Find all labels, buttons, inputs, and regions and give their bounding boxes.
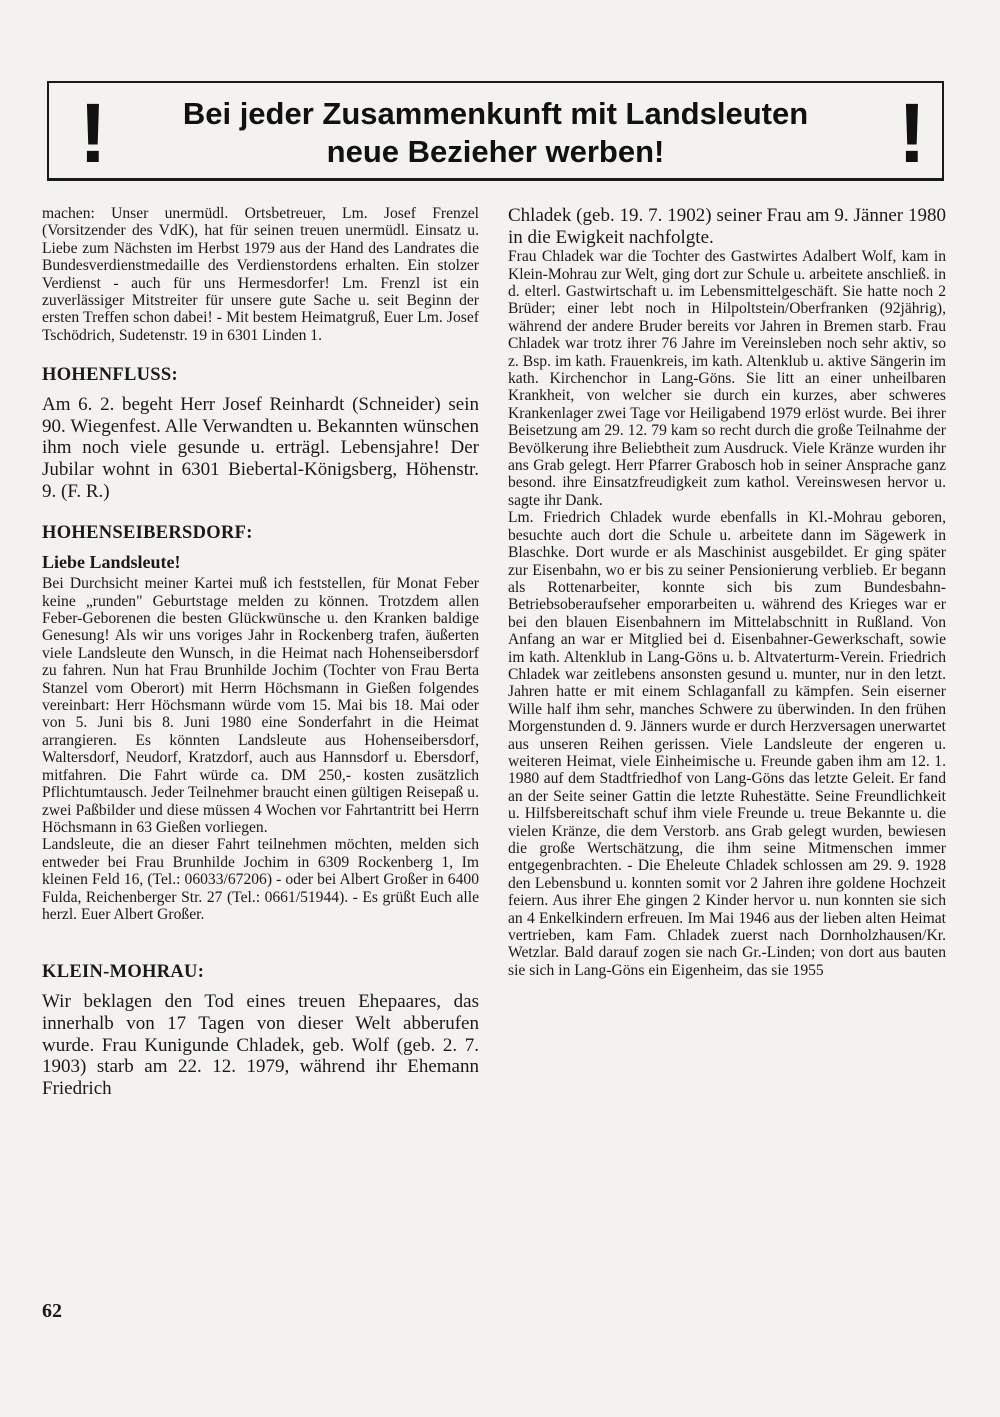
page-number: 62 [42, 1300, 62, 1322]
section-heading-klein-mohrau: KLEIN-MOHRAU: [42, 962, 205, 983]
right-paragraph-2: Lm. Friedrich Chladek wurde ebenfalls in Kl.-Mohrau geboren, besuchte auch dort die Schule u. arbeitete dann im Sägewerk in Blaschke. Dort wurde er als Maschinist ausgebildet. Er ging später zur Eisenbahn, wo er bis zu seiner Pensionierung verblieb. Er begann als Rottenarbeiter, konnte sich bis zum Bundesbahn-Betriebsoberaufseher emporarbeiten u. während des Krieges war er bei den blauen Eisenbahnern im Mittelabschnitt in Rußland. Von Anfang an war er Mitglied bei d. Eisenbahner-Gewerkschaft, sowie im kath. Altenklub in Lang-Göns u. b. Altvaterturm-Verein. Friedrich Chladek war zeitlebens ansonsten gesund u. munter, nur in den letzt. Jahren hatte er mit einem Schlaganfall zu kämpfen. Sein eiserner Wille half ihm sehr, manches Schwere zu überwinden. In den frühen Morgenstunden d. 9. Jänners wurde er durch Herzversagen unerwartet aus unseren Reihen gerissen. Viele Landsleute der engeren u. weiteren Heimat, viele Einheimische u. Freunde gaben ihm am 12. 1. 1980 auf dem Stadtfriedhof von Lang-Göns das letzte Geleit. Er fand an der Seite seiner Gattin die letzte Ruhestätte. Seine Freundlichkeit u. Hilfsbereitschaft schuf ihm viele Freunde u. treue Bekannte u. die vielen Kränze, die dem Verstorb. ans Grab gelegt wurden, bewiesen die große Wertschätzung, die ihm seine Mitmenschen immer entgegenbrachten. - Die Eheleute Chladek schlossen am 29. 9. 1928 den Lebensbund u. konnten somit vor 2 Jahren ihre goldene Hochzeit feiern. Aus ihrer Ehe gingen 2 Kinder hervor u. nun konnten sie sich an 4 Enkelkindern erfreuen. Im Mai 1946 aus der lieben alten Heimat vertrieben, kam Fam. Chladek zuerst nach Dornholzhausen/Kr. Wetzlar. Bald darauf zogen sie nach Gr.-Linden; von dort aus bauten sie sich in Lang-Göns ein Eigenheim, das sie 1955 [508, 509, 946, 979]
section-spacer [42, 923, 479, 941]
banner-headline [139, 95, 852, 171]
banner-line-1: Bei jeder Zusammenkunft mit Landsleuten [182, 96, 809, 131]
hohenseibersdorf-paragraph-1: Bei Durchsicht meiner Kartei muß ich feststellen, für Monat Feber keine „runden" Geburtstage melden zu können. Trotzdem allen Feber-Geborenen die besten Glückwünsche u. den Kranken baldige Genesung! Als wir uns voriges Jahr in Rockenberg trafen, äußerten viele Landsleute den Wunsch, in die Heimat nach Hohenseibersdorf zu fahren. Nun hat Frau Brunhilde Jochim (Tochter von Frau Berta Stanzel vom Oberort) mit Herrn Höchsmann in Gießen folgendes vereinbart: Herr Höchsmann würde vom 15. Mai bis 18. Mai oder von 5. Juni bis 8. Juni 1980 eine Sonderfahrt in die Heimat arrangieren. Es könnten Landsleute aus Hohenseibersdorf, Waltersdorf, Neudorf, Kratzdorf, auch aus Hannsdorf u. Ebersdorf, mitfahren. Die Fahrt würde ca. DM 250,- kosten zusätzlich Pflichtumtausch. Jeder Teilnehmer braucht einen gültigen Reisepaß u. zwei Paßbilder und diese müssen 4 Wochen vor Fahrtantritt bei Herrn Höchsmann in 63 Gießen vorliegen. [42, 575, 479, 836]
exclamation-mark-left: ! [79, 86, 107, 180]
section-heading-hohenseibersdorf: HOHENSEIBERSDORF: [42, 523, 253, 544]
greeting-heading: Liebe Landsleute! [42, 552, 181, 573]
banner-line-2: neue Bezieher werben! [326, 134, 665, 169]
right-paragraph-1: Frau Chladek war die Tochter des Gastwirtes Adalbert Wolf, kam in Klein-Mohrau zur Welt, ging dort zur Schule u. arbeitete anschließ. in d. elterl. Gastwirtschaft u. im Lebensmittelgeschäft. Sie hatte noch 2 Brüder; einer lebt noch in Hilpoltstein/Oberfranken (92jährig), während der andere Bruder bereits vor Jahren in Bremen starb. Frau Chladek war trotz ihrer 76 Jahre im Vereinsleben noch sehr aktiv, so z. Bsp. im kath. Frauenkreis, im kath. Altenklub u. aktive Sängerin im kath. Kirchenchor in Lang-Göns. Sie litt an einer unheilbaren Krankheit, von welcher sie durch ein kurzes, aber schweres Krankenlager zwei Tage vor Heiligabend 1979 erlöst wurde. Bei ihrer Beisetzung am 29. 12. 79 kam so recht durch die große Teilnahme der Bevölkerung ihre Beliebtheit zum Ausdruck. Viele Kränze wurden ihr ans Grab gelegt. Herr Pfarrer Grabosch hob in seiner Ansprache ganz besond. ihre Einsatzfreudigkeit zum kathol. Vereinswesen hervor u. sagte ihr Dank. [508, 248, 946, 509]
hohenseibersdorf-paragraph-2: Landsleute, die an dieser Fahrt teilnehmen möchten, melden sich entweder bei Frau Brunhilde Jochim in 6309 Rockenberg 1, Im kleinen Feld 16, (Tel.: 06033/67206) - oder bei Albert Großer in 6400 Fulda, Reichenberger Str. 27 (Tel.: 0661/51944). - Es grüßt Euch alle herzl. Euer Albert Großer. [42, 836, 479, 923]
section-heading-hohenfluss: HOHENFLUSS: [42, 365, 178, 386]
klein-mohrau-paragraph: Wir beklagen den Tod eines treuen Ehepaares, das innerhalb von 17 Tagen von dieser Welt abberufen wurde. Frau Kunigunde Chladek, geb. Wolf (geb. 2. 7. 1903) starb am 22. 12. 1979, während ihr Ehemann Friedrich [42, 991, 479, 1099]
right-column [508, 205, 946, 979]
appeal-banner [47, 81, 944, 181]
left-column [42, 205, 479, 1099]
exclamation-mark-right: ! [898, 86, 926, 180]
hohenfluss-paragraph: Am 6. 2. begeht Herr Josef Reinhardt (Schneider) sein 90. Wiegenfest. Alle Verwandten u. Bekannten wünschen ihm noch viele gesunde u. erträgl. Lebensjahre! Der Jubilar wohnt in 6301 Biebertal-Königsberg, Höhenstr. 9. (F. R.) [42, 394, 479, 502]
right-lead-paragraph: Chladek (geb. 19. 7. 1902) seiner Frau am 9. Jänner 1980 in die Ewigkeit nachfolgte. [508, 205, 946, 248]
intro-paragraph: machen: Unser unermüdl. Ortsbetreuer, Lm. Josef Frenzel (Vorsitzender des VdK), hat für seinen treuen unermüdl. Einsatz u. Liebe zum Nächsten im Herbst 1979 aus der Hand des Landrates die Bundesverdienstmedaille des Verdienstordens erhalten. Ein stolzer Verdienst - auch für uns Hermesdorfer! Lm. Frenzl ist ein zuverlässiger Mitstreiter für unsere gute Sache u. seit Beginn der ersten Treffen schon dabei! - Mit bestem Heimatgruß, Euer Lm. Josef Tschödrich, Sudetenstr. 19 in 6301 Linden 1. [42, 205, 479, 344]
